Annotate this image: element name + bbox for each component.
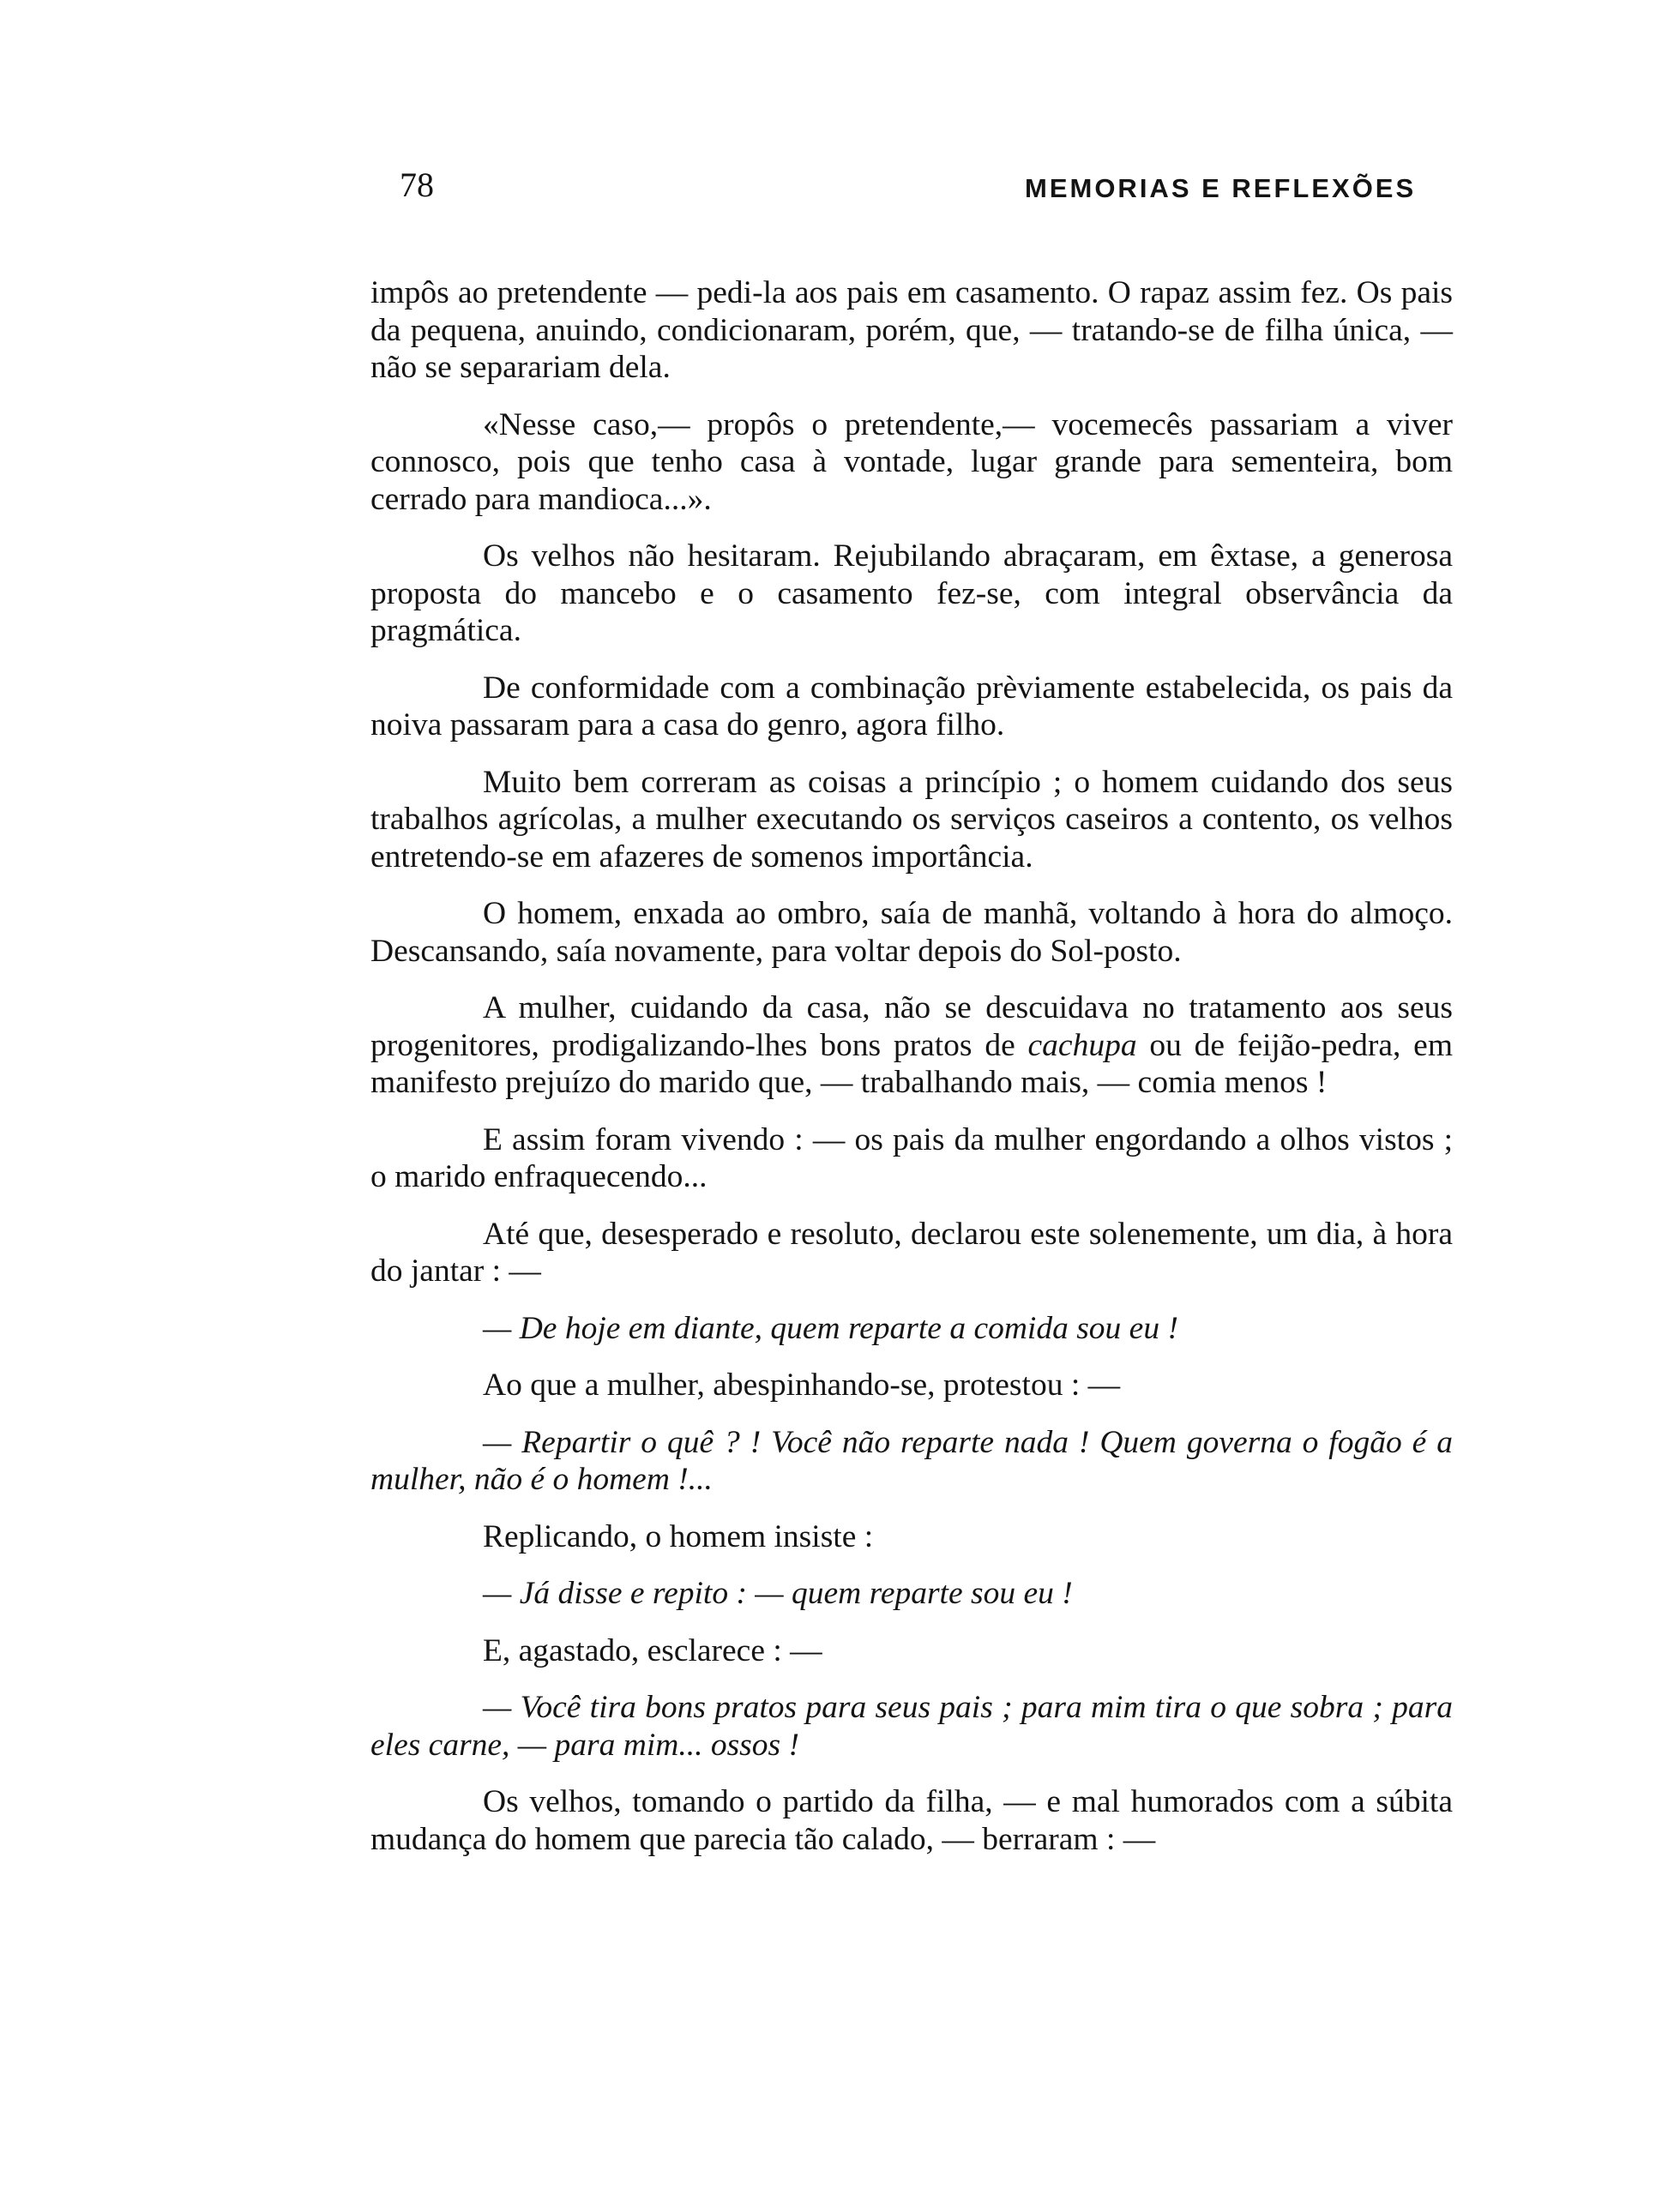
dialogue-wife-1: — Repartir o quê ? ! Você não reparte nada ! Quem governa o fogão é a mulher, não é o homem !... — [370, 1424, 1453, 1497]
paragraph-10: Ao que a mulher, abespinhando-se, protestou : — — [483, 1367, 1121, 1403]
paragraph-3: Os velhos não hesitaram. Rejubilando abraçaram, em êxtase, a generosa proposta do mancebo e o casamento fez-se, com integral observância da pragmática. — [370, 538, 1453, 648]
paragraph-1: impôs ao pretendente — pedi-la aos pais em casamento. O rapaz assim fez. Os pais da pequena, anuindo, condicionaram, porém, que, — tratando-se de filha única, — não se separariam dela. — [370, 275, 1453, 385]
paragraph-5: Muito bem correram as coisas a princípio ; o homem cuidando dos seus trabalhos agrícolas, a mulher executando os serviços caseiros a contento, os velhos entretendo-se em afazeres de somenos importância. — [370, 764, 1453, 875]
paragraph-4: De conformidade com a combinação prèviamente estabelecida, os pais da noiva passaram para a casa do genro, agora filho. — [370, 670, 1453, 742]
dialogue-husband-2: — Já disse e repito : — quem reparte sou eu ! — [483, 1576, 1073, 1611]
paragraph-12: E, agastado, esclarece : — — [483, 1632, 822, 1668]
body-text — [370, 274, 1453, 1878]
paragraph-7-text-before: A mulher, cuidando da casa, não se descuidava no tratamento aos seus progenitores, prodigalizando-lhes bons pratos de — [370, 990, 1453, 1063]
paragraph-6: O homem, enxada ao ombro, saía de manhã, voltando à hora do almoço. Descansando, saía novamente, para voltar depois do Sol-posto. — [370, 896, 1453, 969]
paragraph-7-text-after: ou de feijão-pedra, em manifesto prejuízo do marido que, — trabalhando mais, — comia menos ! — [370, 1027, 1453, 1100]
paragraph-9: Até que, desesperado e resoluto, declarou este solenemente, um dia, à hora do jantar : — — [370, 1216, 1453, 1289]
paragraph-7 — [370, 989, 1453, 1102]
paragraph-2: «Nesse caso,— propôs o pretendente,— vocemecês passariam a viver connosco, pois que tenho casa à vontade, lugar grande para sementeira, bom cerrado para mandioca...». — [370, 406, 1453, 517]
running-title: MEMORIAS E REFLEXÕES — [1025, 173, 1417, 203]
paragraph-13: Os velhos, tomando o partido da filha, — e mal humorados com a súbita mudança do homem que parecia tão calado, — berraram : — — [370, 1784, 1453, 1857]
dialogue-husband-1: — De hoje em diante, quem reparte a comida sou eu ! — [483, 1310, 1178, 1346]
paragraph-11: Replicando, o homem insiste : — [483, 1518, 874, 1554]
dialogue-husband-3: — Você tira bons pratos para seus pais ; para mim tira o que sobra ; para eles carne, — para mim... ossos ! — [370, 1690, 1453, 1763]
paragraph-8: E assim foram vivendo : — os pais da mulher engordando a olhos vistos ; o marido enfraquecendo... — [370, 1121, 1453, 1194]
page-header — [0, 0, 1674, 223]
page-number: 78 — [400, 165, 434, 204]
italic-word-cachupa: cachupa — [1027, 1027, 1137, 1063]
